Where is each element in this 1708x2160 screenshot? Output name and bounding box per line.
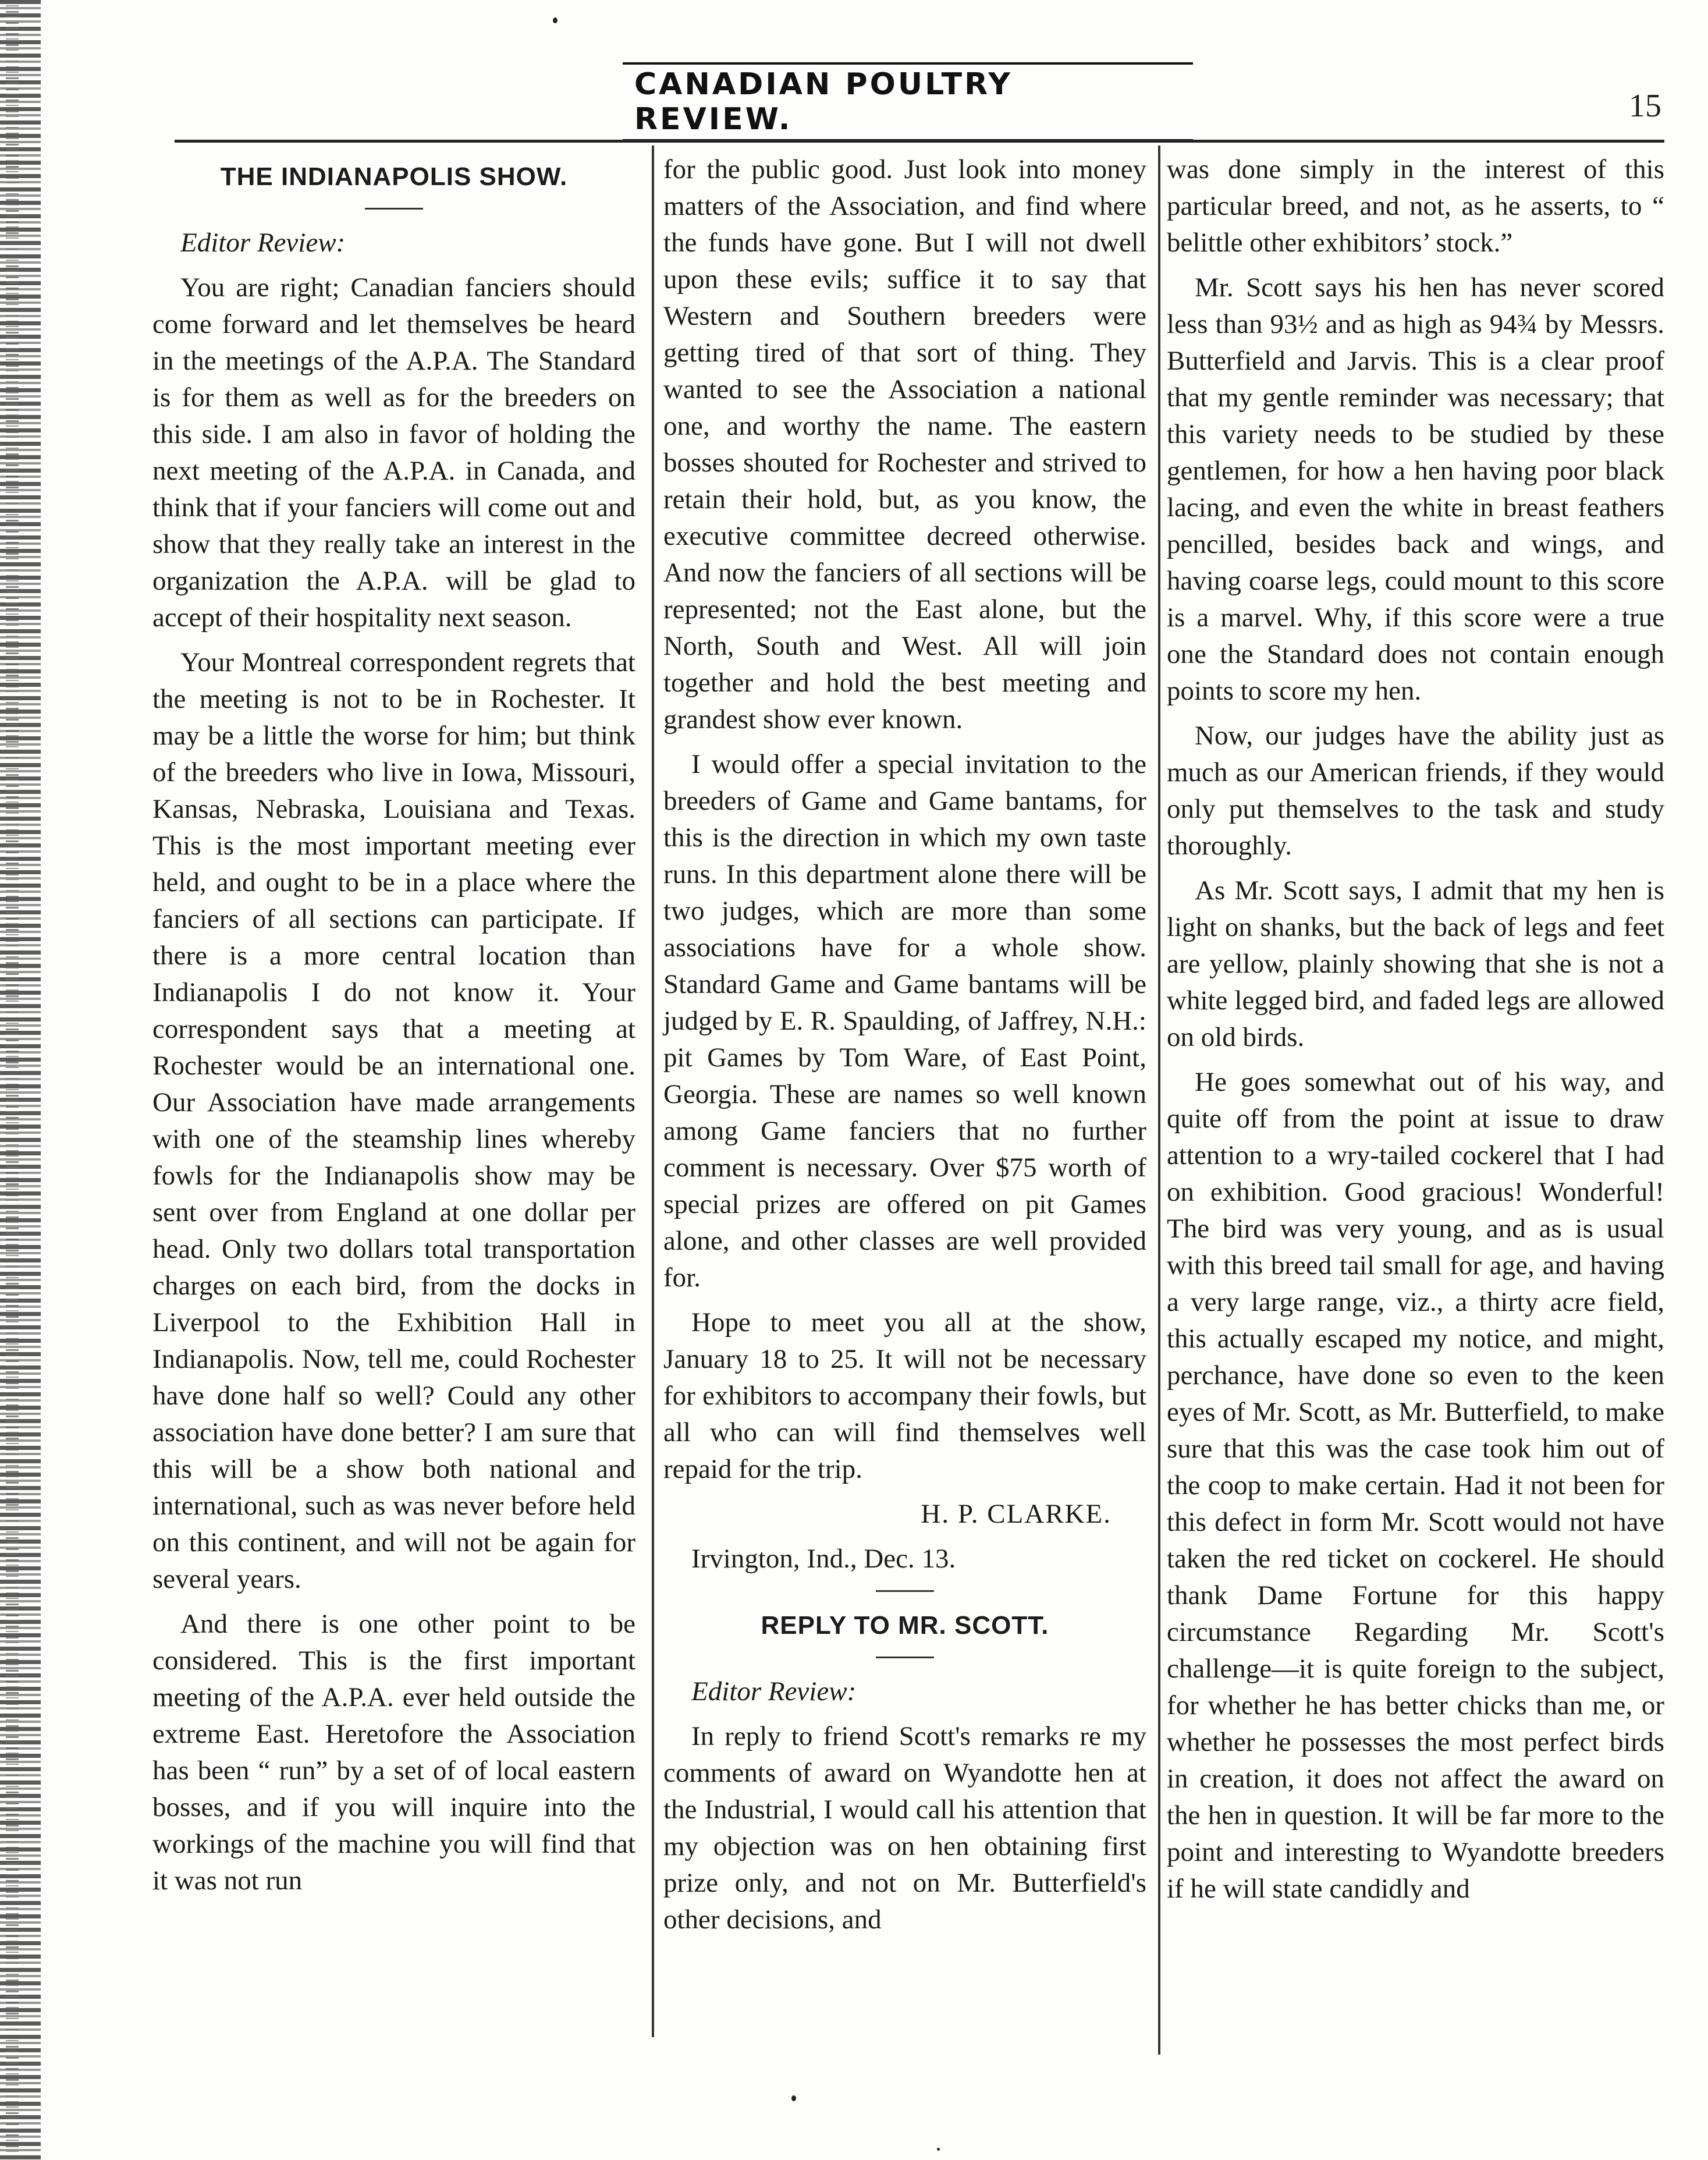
article-title-indianapolis-show: THE INDIANAPOLIS SHOW. [220,162,568,191]
signature: H. P. CLARKE. [921,1499,1112,1529]
scan-speck [937,2148,940,2151]
paragraph: for the public good. Just look into money matters of the Association, and find where the funds have gone. But I will not dwell upon these evils; suffice it to say that Western and Southern breeders were getting tired of that sort of thing. They wanted to see the Association a national one, and worthy the name. The eastern bosses shouted for Rochester and strived to retain their hold, but, as you know, the executive committee decreed otherwise. And now the fanciers of all sections will be represented; not the East alone, but the North, South and West. All will join together and hold the best meeting and grandest show ever known. [663,154,1146,735]
title-rule [365,208,423,210]
scan-speck [553,17,558,23]
paragraph: Mr. Scott says his hen has never scored less than 93½ and as high as 94¾ by Messrs. Butterfield and Jarvis. This is a clear proof that my gentle reminder was necessary; that this variety needs to be studied by these gentlemen, for how a hen having poor black lacing, and even the white in breast feathers pencilled, besides back and wings, and having coarse legs, could mount to this score is a marvel. Why, if this score were a true one the Standard does not contain enough points to score my hen. [1167,272,1664,706]
dateline: Irvington, Ind., Dec. 13. [691,1544,956,1574]
binding-edge [0,0,41,2160]
section-rule [876,1590,934,1592]
column-3 [1167,151,1664,1916]
column-rule-2 [1158,146,1160,2055]
paragraph: As Mr. Scott says, I admit that my hen is light on shanks, but the back of legs and feet are yellow, plainly showing that she is not a white legged bird, and faded legs are allowed on old birds. [1167,875,1664,1052]
column-rule-1 [652,146,654,2037]
paragraph: was done simply in the interest of this particular breed, and not, as he asserts, to “ belittle other exhibitors’ stock.” [1167,154,1664,258]
page-number: 15 [1629,88,1661,124]
paragraph: Now, our judges have the ability just as much as our American friends, if they would only put themselves to the task and study thoroughly. [1167,721,1664,861]
column-2 [663,151,1146,1946]
paragraph: He goes somewhat out of his way, and quite off from the point at issue to draw attention to a wry-tailed cockerel that I had on exhibition. Good gracious! Wonderful! The bird was very young, and as is usual with this breed tail small for age, and having a very large range, viz., a thirty acre field, this actually escaped my notice, and might, perchance, have done so even to the keen eyes of Mr. Scott, as Mr. Butterfield, to make sure that this was the case took him out of the coop to make certain. Had it not been for this defect in form Mr. Scott would not have taken the red ticket on cockerel. He should thank Dame Fortune for this happy circumstance Regarding Mr. Scott's challenge—it is quite foreign to the subject, for whether he has better chicks than me, or whether he possesses the most perfect birds in creation, it does not affect the award on the hen in question. It will be far more to the point and interesting to Wyandotte breeders if he will state candidly and [1167,1067,1664,1904]
paragraph: And there is one other point to be considered. This is the first important meeting of the A.P.A. ever held outside the extreme East. Heretofore the Association has been “ run” by a set of of local eastern bosses, and if you will inquire into the workings of the machine you will find that it was not run [152,1609,635,1896]
scan-speck [791,2095,796,2101]
paragraph: Hope to meet you all at the show, January 18 to 25. It will not be necessary for exhibitors to accompany their fowls, but all who can will find themselves well repaid for the trip. [663,1307,1146,1484]
title-rule [876,1657,934,1658]
masthead [623,67,1193,137]
paragraph: You are right; Canadian fanciers should come forward and let themselves be heard in the meetings of the A.P.A. The Standard is for them as well as for the breeders on this side. I am also in favor of holding the next meeting of the A.P.A. in Canada, and think that if your fanciers will come out and show that they really take an interest in the organization the A.P.A. will be glad to accept of their hospitality next season. [152,272,635,633]
paragraph: Your Montreal correspondent regrets that the meeting is not to be in Rochester. It may be a little the worse for him; but think of the breeders who live in Iowa, Missouri, Kansas, Nebraska, Louisiana and Texas. This is the most important meeting ever held, and ought to be in a place where the fanciers of all sections can participate. If there is a more central location than Indianapolis I do not know it. Your correspondent says that a meeting at Rochester would be an international one. Our Association have made arrangements with one of the steamship lines whereby fowls for the Indianapolis show may be sent over from England at one dollar per head. Only two dollars total transportation charges on each bird, from the docks in Liverpool to the Exhibition Hall in Indianapolis. Now, tell me, could Rochester have done half so well? Could any other association have done better? I am sure that this will be a show both national and international, such as was never before held on this continent, and will not be again for several years. [152,647,635,1594]
paragraph: I would offer a special invitation to the breeders of Game and Game bantams, for this is the direction in which my own taste runs. In this department alone there will be two judges, which are more than some associations have for a whole show. Standard Game and Game bantams will be judged by E. R. Spaulding, of Jaffrey, N.H.: pit Games by Tom Ware, of East Point, Georgia. These are names so well known among Game fanciers that no further comment is necessary. Over $75 worth of special prizes are offered on pit Games alone, and other classes are well provided for. [663,749,1146,1293]
header-rule [175,140,1664,143]
paragraph: In reply to friend Scott's remarks re my comments of award on Wyandotte hen at the Industrial, I would call his attention that my objection was on hen obtaining first prize only, and not on Mr. Butterfield's other decisions, and [663,1721,1146,1935]
article-title-reply-to-mr-scott: REPLY TO MR. SCOTT. [761,1611,1049,1640]
column-1 [152,151,635,1907]
salutation: Editor Review: [691,1676,857,1707]
masthead-title: CANADIAN POULTRY REVIEW. [623,62,1193,141]
salutation: Editor Review: [180,228,346,258]
